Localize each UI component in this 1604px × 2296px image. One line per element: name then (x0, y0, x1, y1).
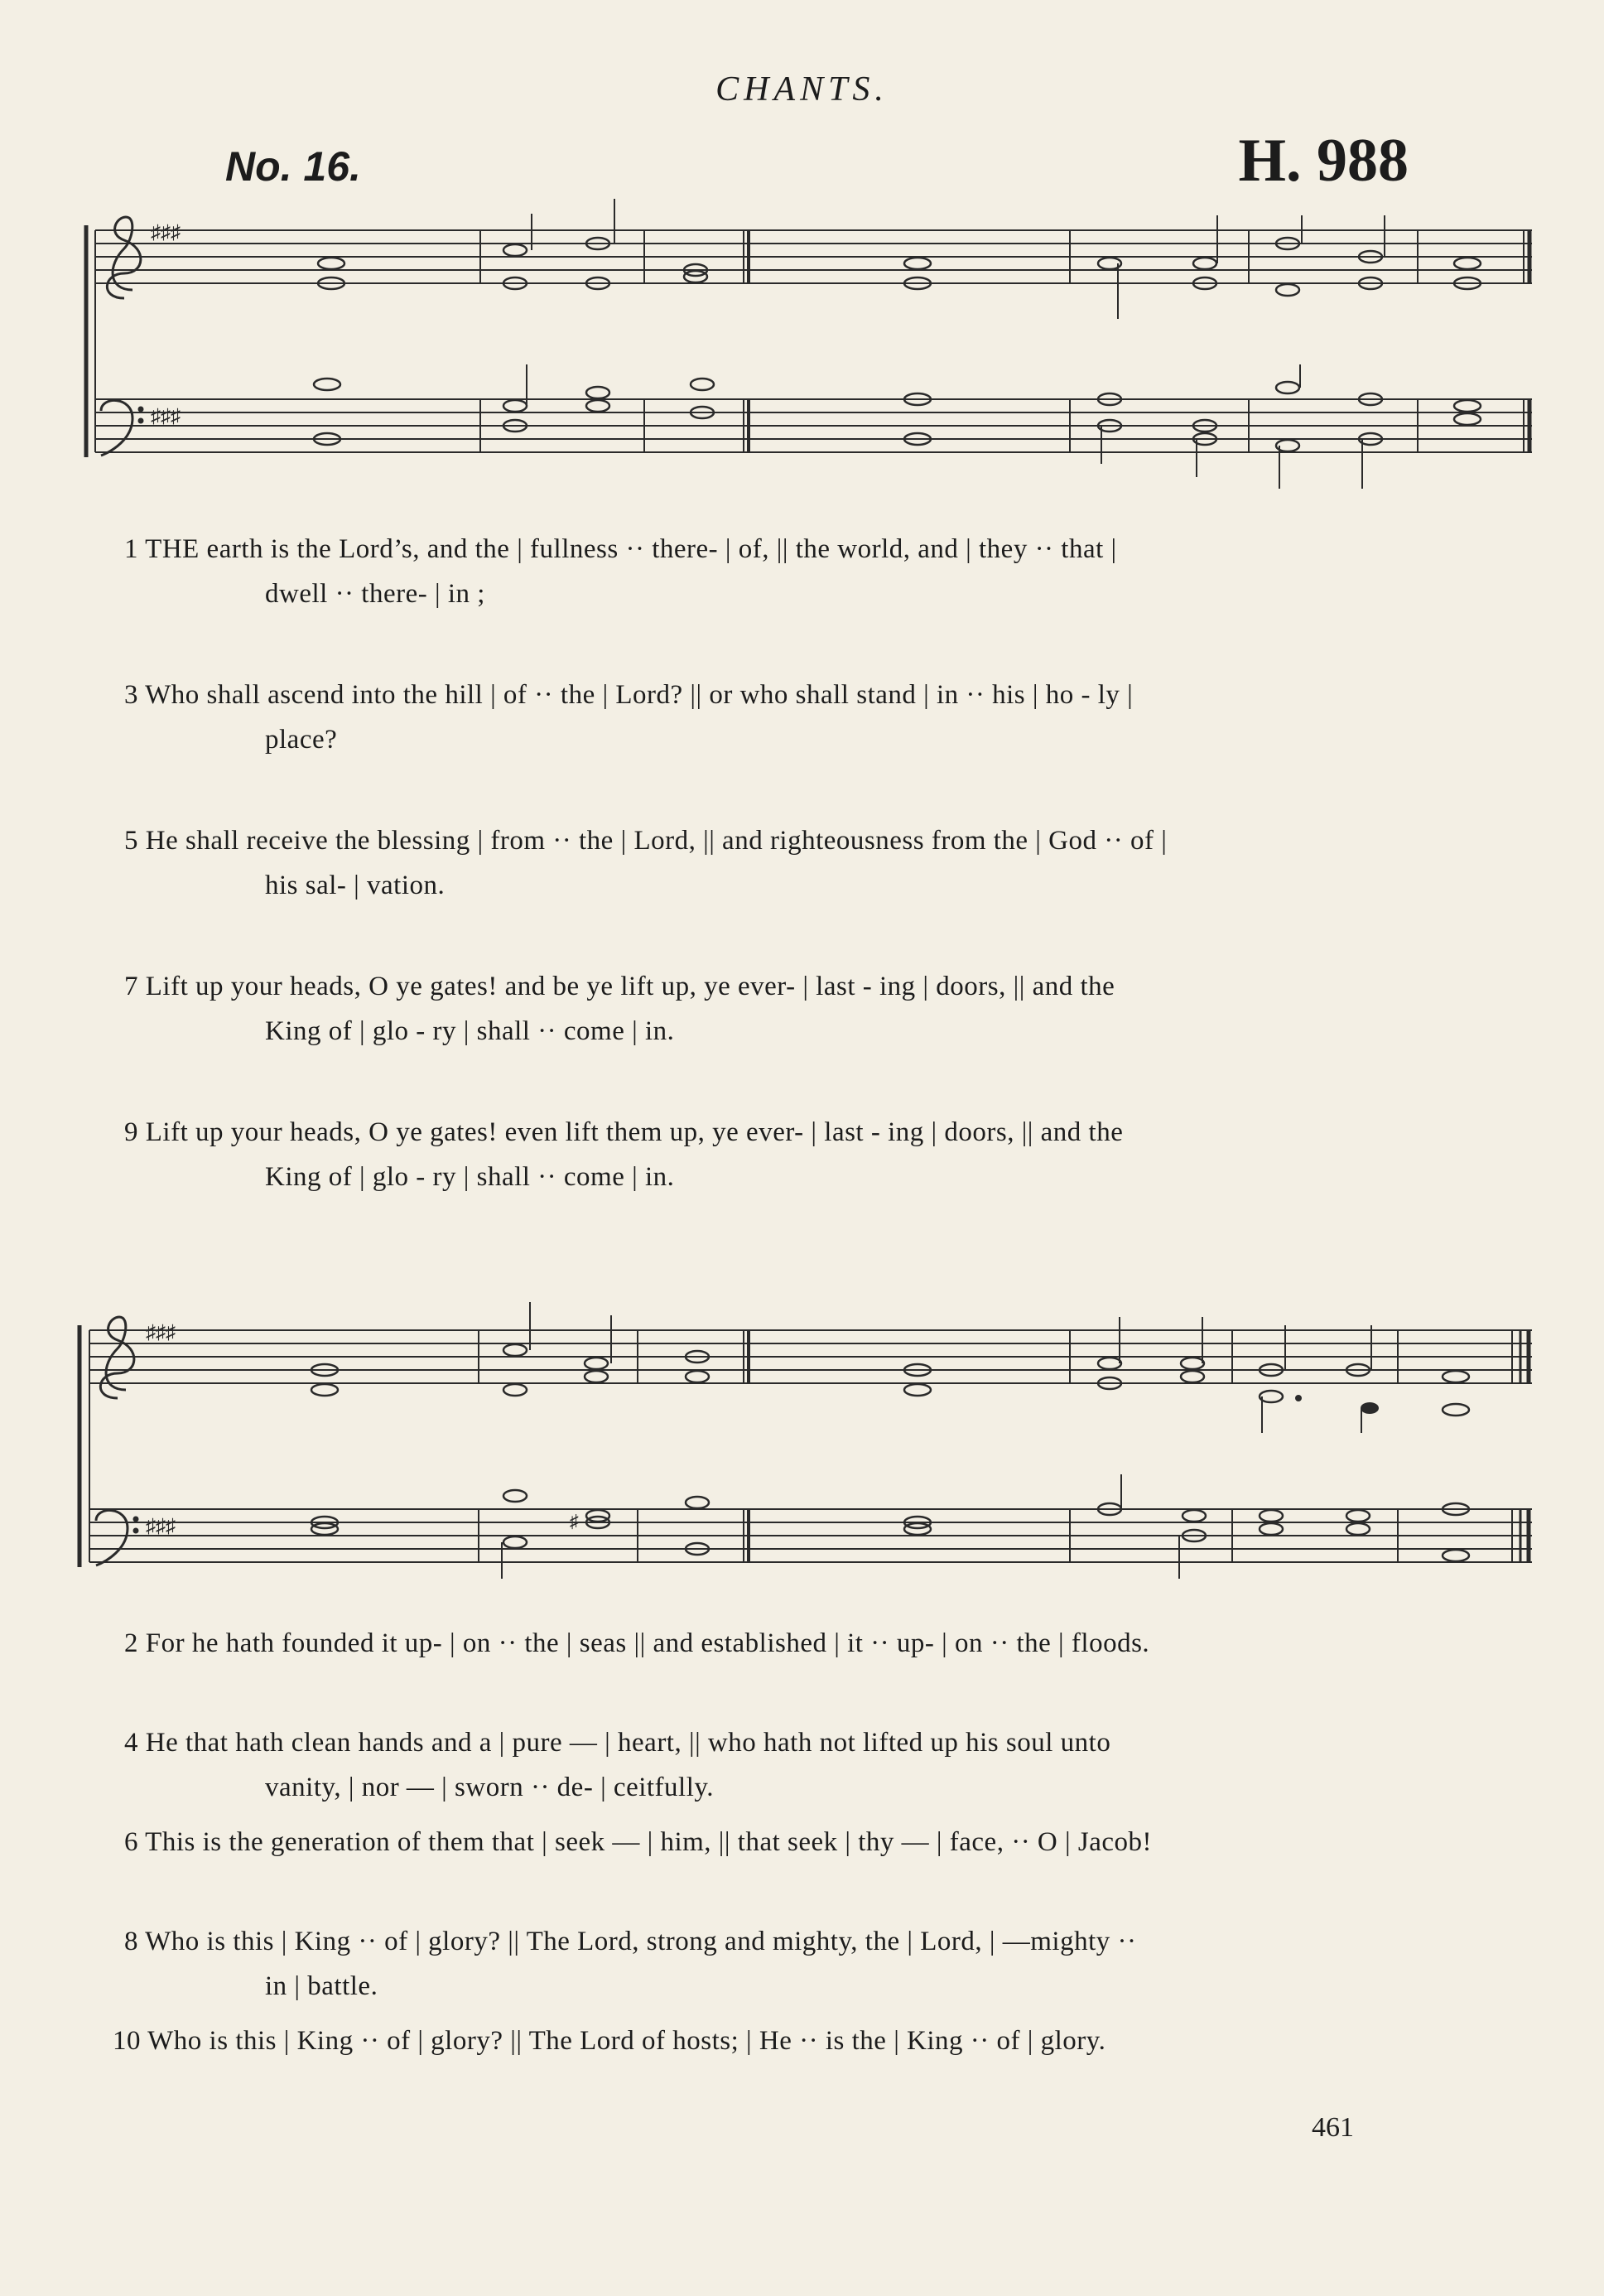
verse-number: 7 (124, 972, 138, 1001)
verse-line: THE earth is the Lord’s, and the | fullness ·· there- | of, || the world, and | they ·· that | (145, 534, 1117, 564)
verse-line: He shall receive the blessing | from ·· the | Lord, || and righteousness from the | God ·· of | (145, 826, 1168, 856)
verse-number: 2 (124, 1628, 138, 1658)
verse-line: Who shall ascend into the hill | of ·· the | Lord? || or who shall stand | in ·· his | ho - ly | (145, 680, 1134, 710)
verse-line: his sal- | vation. (265, 871, 446, 900)
verse-line: Lift up your heads, O ye gates! and be ye lift up, ye ever- | last - ing | doors, || and the (145, 972, 1115, 1001)
running-head: CHANTS. (715, 70, 889, 109)
verse-line: Who is this | King ·· of | glory? || The Lord of hosts; | He ·· is the | King ·· of | glory. (147, 2026, 1106, 2056)
svg-text:♯♯♯: ♯♯♯ (146, 1322, 176, 1343)
verse-line: King of | glo - ry | shall ·· come | in. (265, 1016, 675, 1046)
verse-number: 9 (124, 1117, 138, 1147)
verse-number: 5 (124, 826, 138, 856)
page-number: 461 (1312, 2112, 1354, 2143)
verse-number: 8 (124, 1927, 138, 1956)
verse-number: 1 (124, 534, 138, 564)
verse-line: Who is this | King ·· of | glory? || The Lord, strong and mighty, the | Lord, | —mighty ·· (145, 1927, 1137, 1956)
svg-text:♯♯♯: ♯♯♯ (151, 406, 181, 427)
verse-1 (124, 527, 1532, 616)
verse-10 (113, 2019, 1520, 2063)
verse-4 (124, 1720, 1532, 1810)
verse-8 (124, 1919, 1532, 2009)
svg-text:♯: ♯ (570, 1511, 579, 1531)
hymn-reference: H. 988 (1238, 127, 1409, 195)
svg-text:♯♯♯: ♯♯♯ (146, 1516, 176, 1537)
verse-line: in | battle. (265, 1971, 378, 2001)
verse-7 (124, 964, 1532, 1054)
music-system-2 (0, 1292, 1604, 1590)
verse-3 (124, 673, 1532, 762)
verse-number: 4 (124, 1728, 138, 1758)
verse-line: Lift up your heads, O ye gates! even lift them up, ye ever- | last - ing | doors, || and the (145, 1117, 1124, 1147)
verse-9 (124, 1110, 1532, 1199)
verse-line: For he hath founded it up- | on ·· the | seas || and established | it ·· up- | on ·· the | floods. (145, 1628, 1150, 1658)
verse-line: dwell ·· there- | in ; (265, 579, 485, 609)
verse-line: place? (265, 725, 338, 755)
verse-number: 3 (124, 680, 138, 710)
verse-2 (124, 1621, 1532, 1666)
verse-line: vanity, | nor — | sworn ·· de- | ceitfully. (265, 1773, 714, 1802)
verse-line: This is the generation of them that | seek — | him, || that seek | thy — | face, ·· O | Jacob! (145, 1827, 1152, 1857)
verse-line: King of | glo - ry | shall ·· come | in. (265, 1162, 675, 1192)
verse-number: 10 (113, 2026, 141, 2056)
verse-number: 6 (124, 1827, 138, 1857)
chant-number: No. 16. (225, 143, 361, 190)
music-system-1 (0, 199, 1604, 505)
verse-6 (124, 1820, 1532, 1864)
verse-5 (124, 818, 1532, 908)
verse-line: He that hath clean hands and a | pure — | heart, || who hath not lifted up his soul unto (145, 1728, 1111, 1758)
svg-text:♯♯♯: ♯♯♯ (151, 222, 181, 244)
